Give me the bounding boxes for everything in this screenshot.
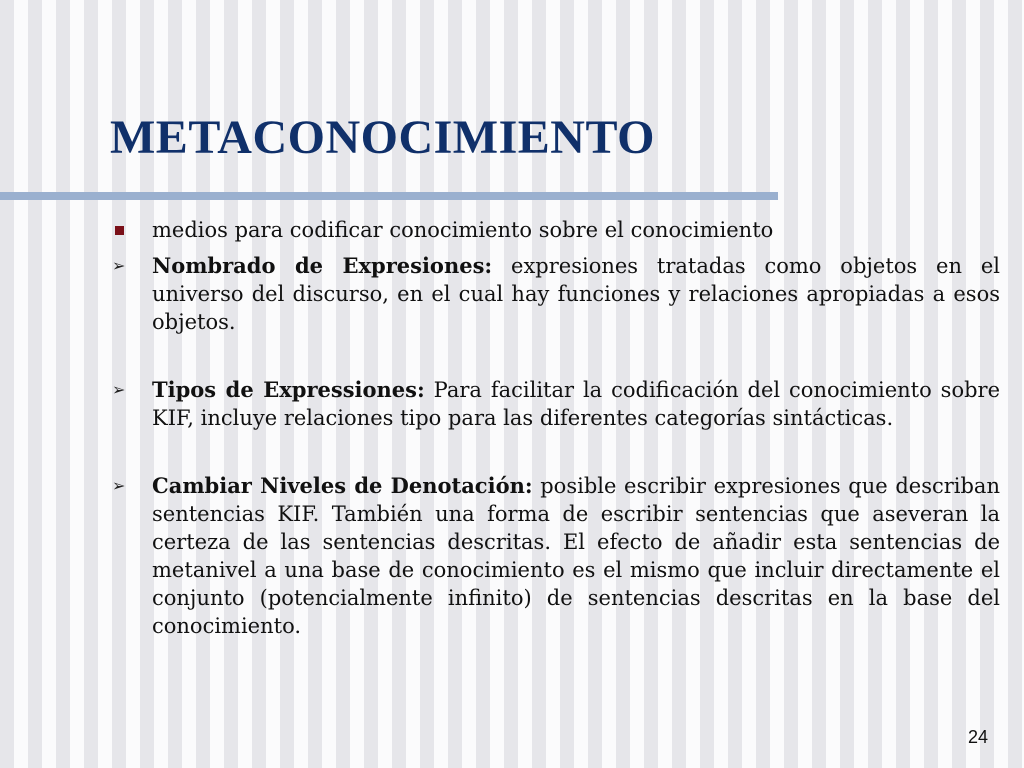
square-bullet-icon [115, 226, 124, 235]
arrow-bullet-icon: ➢ [112, 476, 126, 495]
bullet-text: medios para codificar conocimiento sobre el conocimiento [152, 218, 774, 242]
slide-title: METACONOCIMIENTO [110, 111, 655, 164]
bullet-item [112, 252, 1000, 336]
bullet-text: Para facilitar la codificación del conocimiento sobre KIF, incluye relaciones tipo para las diferentes categorías sintácticas. [152, 378, 1000, 430]
bullet-label: Nombrado de Expresiones: [152, 253, 493, 278]
bullet-item [112, 216, 1000, 244]
bullet-label: Tipos de Expressiones: [152, 377, 425, 402]
bullet-text: posible escribir expresiones que describan sentencias KIF. También una forma de escribir sentencias que aseveran la certeza de las sentencias descritas. El efecto de añadir esta sentencias de metanivel a una base de conocimiento es el mismo que incluir directamente el conjunto (potencialmente infinito) de sentencias descritas en la base del conocimiento. [152, 474, 1000, 638]
arrow-bullet-icon: ➢ [112, 380, 126, 399]
bullet-label: Cambiar Niveles de Denotación: [152, 473, 533, 498]
slide-content [112, 216, 1000, 640]
page-number: 24 [967, 727, 988, 747]
bullet-text: expresiones tratadas como objetos en el universo del discurso, en el cual hay funciones y relaciones apropiadas a esos objetos. [152, 254, 1000, 334]
bullet-item [112, 472, 1000, 640]
arrow-bullet-icon: ➢ [112, 256, 126, 275]
title-divider [0, 192, 778, 200]
bullet-item [112, 376, 1000, 432]
